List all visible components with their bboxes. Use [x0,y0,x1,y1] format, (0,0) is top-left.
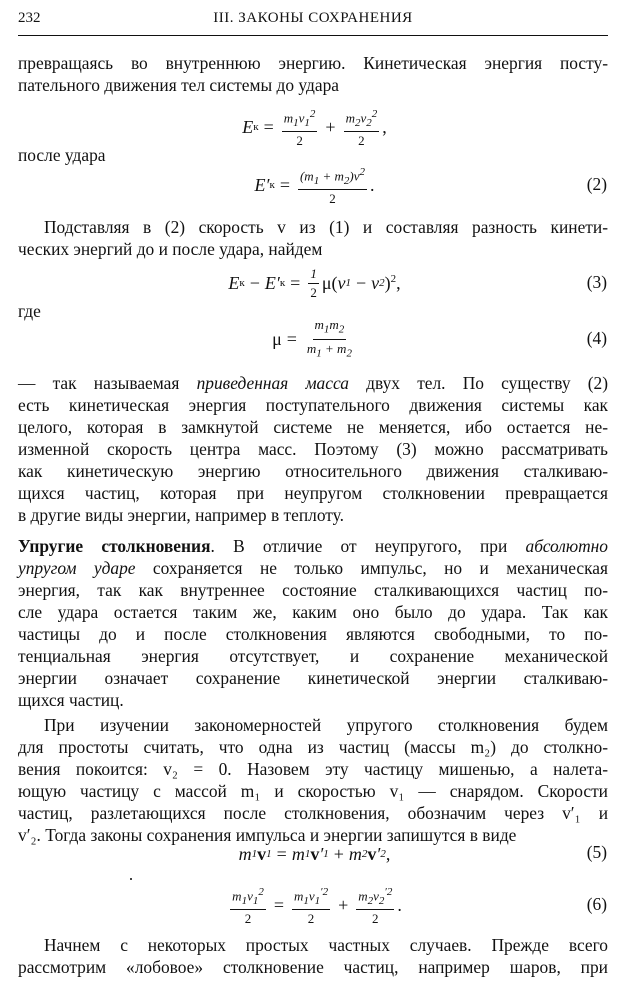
text-line: где [18,301,41,321]
text-line [18,372,608,394]
text-line: Начнем с некоторых простых частных случаев. Прежде всего [44,935,608,955]
equation-5 [0,834,629,884]
text-line: энергии означает сохранение кинетической энергии сталкиваю- [18,668,608,688]
text-line: рассмотрим «лобовое» столкновение частиц, например шаров, при [18,957,608,977]
page-number: 232 [18,10,41,26]
formula-energy-difference: E к − E′ к = $\frac{1}{2}$ μ( v 1 − v 2 )$^2$, [228,266,401,300]
text-line: ющую частицу с массой m₁ и скоростью v₁ — снарядом. Скорости [18,781,608,801]
running-title: III. ЗАКОНЫ СОХРАНЕНИЯ [213,10,413,26]
equation-number: (4) [586,328,607,348]
formula-ek-prime: E′ к = $\frac{(m_1 + m_2)v^2}{2}$ . [254,165,375,207]
text-line: щихся частиц. [18,690,124,710]
header-rule [18,35,608,36]
equation-number: (5) [586,842,607,862]
emphasis: упругом ударе [18,558,136,578]
text-line: щихся частиц, которая при неупругом столкновении превращается [18,483,608,503]
formula-energy-conservation: $\frac{m_1v_1^2}{2}$ = $\frac{m_1v_1^{'2}}{2}$ + $\frac{m_2v_2^{'2}}{2}$ . [232,885,402,927]
text-line [18,535,608,557]
emphasis: абсолютно [525,536,608,556]
paragraph-6 [18,934,608,978]
reduced-mass-term: приведенная масса [196,373,349,393]
paragraph-elastic-collisions [18,535,608,711]
text-line: вения покоится: v₂ = 0. Назовем эту частицу мишенью, а налета- [18,759,608,779]
text-line: в другие виды энергии, например в теплоту. [18,505,344,525]
paragraph-1 [18,52,608,96]
text-span: — так называемая [18,373,180,393]
paragraph-5 [18,714,608,846]
equation-number: (2) [586,174,607,194]
text-line: превращаясь во внутреннюю энергию. Кинетическая энергия посту- [18,53,608,73]
text-line: пательного движения тел системы до удара [18,75,339,95]
text-line: сле удара остается таким же, каким оно было до удара. Так как [18,602,608,622]
equation-number: (3) [586,272,607,292]
equation-2 [0,160,629,210]
text-line: частицы до и после столкновения являются свободными, то по- [18,624,608,644]
text-span: . В отличие от неупругого, при [210,536,508,556]
text-line: есть кинетическая энергия поступательного движения системы как [18,395,608,415]
paragraph-3 [18,372,608,526]
text-line: тенциальная энергия отсутствует, и сохранение механической [18,646,608,666]
text-span: сохраняется не только импульс, но и механическая [152,558,609,578]
running-header [18,10,608,32]
text-span: двух тел. По существу (2) [366,373,609,393]
text-line: v′₂. Тогда законы сохранения импульса и энергии запишутся в виде [18,825,517,845]
section-title: Упругие столкновения [18,536,211,556]
text-line: При изучении закономерностей упругого столкновения будем [44,715,608,735]
text-line: Подставляя в (2) скорость v из (1) и составляя разность кинети- [44,217,608,237]
equation-4 [0,314,629,364]
equation-6 [0,880,629,930]
paragraph-2 [18,216,608,260]
text-line: после удара [18,145,106,165]
text-line: энергия, так как внутреннее состояние сталкивающихся частиц по- [18,580,608,600]
text-line: изменной скорость центра масс. Поэтому (3) можно рассматривать [18,439,608,459]
formula-reduced-mass: μ = $\frac{m_1m_2}{m_1 + m_2}$ [272,316,352,360]
text-line: частиц, разлетающихся после столкновения, обозначим через v′₁ и [18,803,608,823]
text-line: как кинетическую энергию относительного движения сталкиваю- [18,461,608,481]
text-line: ческих энергий до и после удара, найдем [18,239,323,259]
text-line: для простоты считать, что одна из частиц (массы m₂) до столкно- [18,737,608,757]
formula-ek: E к = $\frac{m_1v_1^2}{2}$ + $\frac{m_2v_2^2}{2}$ , [242,107,387,149]
equation-number: (6) [586,894,607,914]
text-line: целого, которая в замкнутой системе не меняется, ибо остается не- [18,417,608,437]
formula-momentum-conservation: m 1 v 1 = m 1 v ′ 1 + m 2 v ′ 2 , [238,843,391,864]
text-line [18,557,608,579]
